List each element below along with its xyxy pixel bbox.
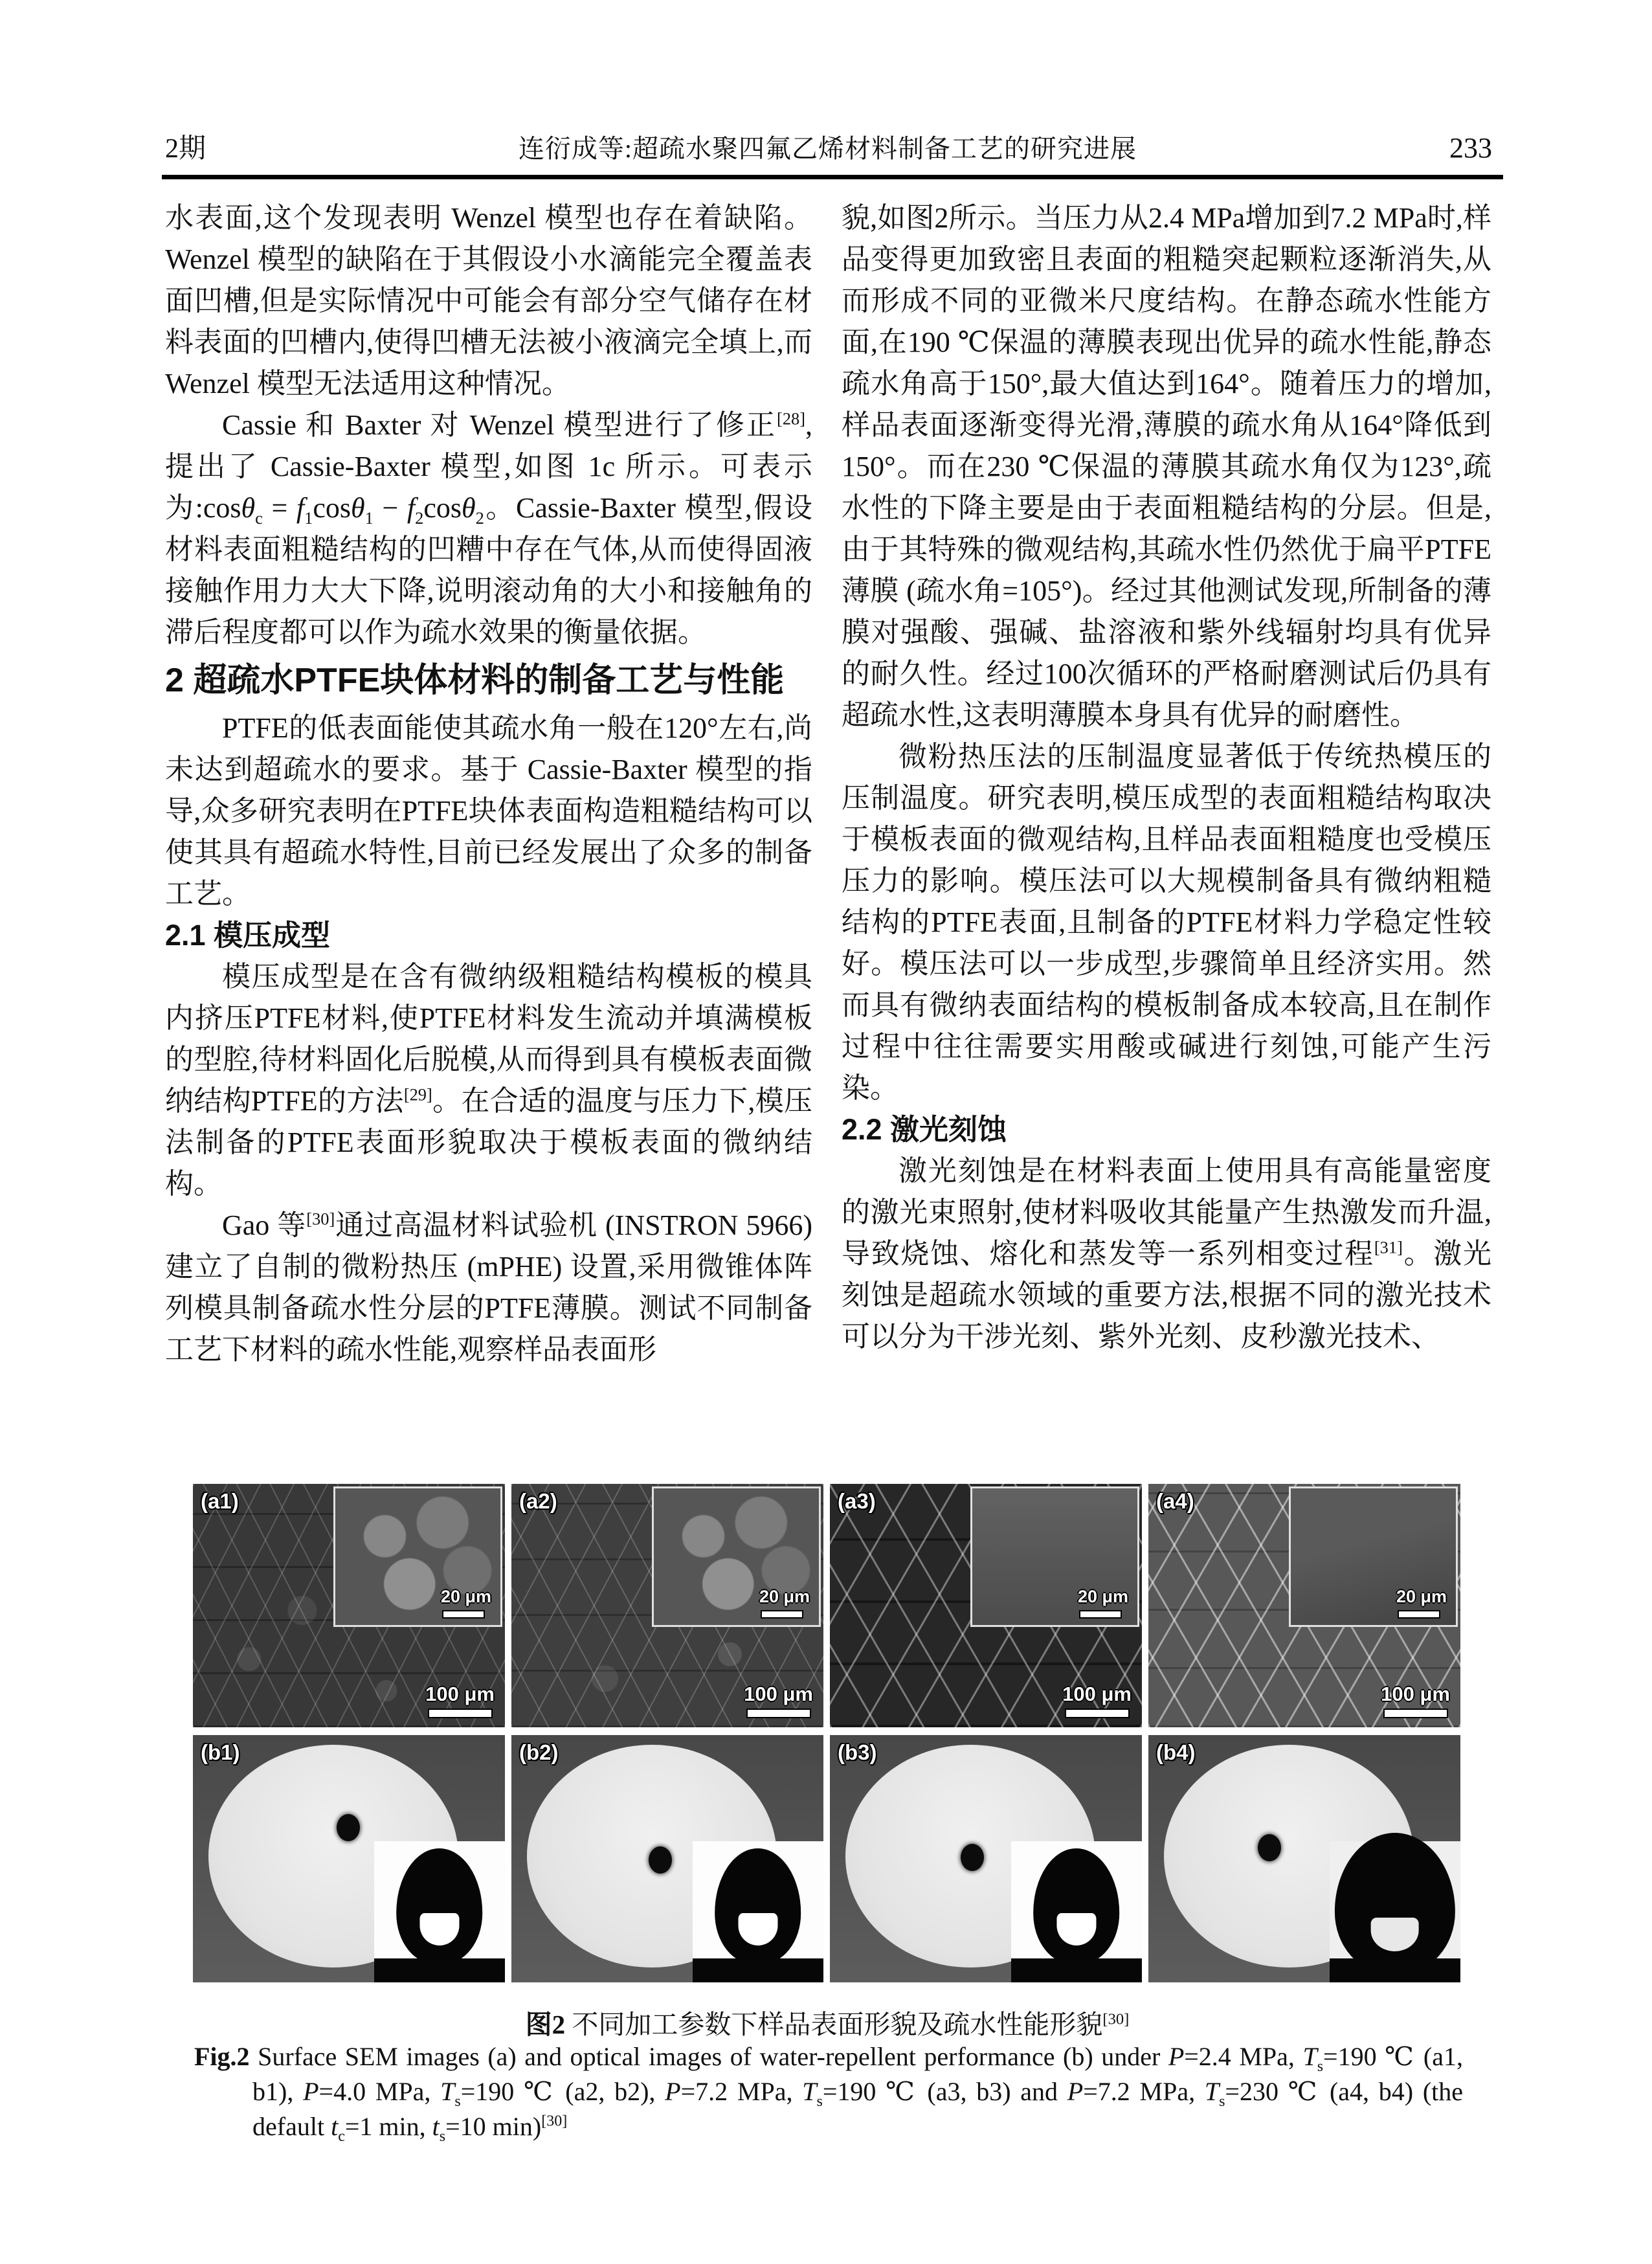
scale-bar bbox=[1383, 1709, 1448, 1718]
text-run: − bbox=[373, 492, 407, 524]
figure-label-zh: 图2 bbox=[525, 2010, 566, 2039]
text-run: =190 ℃ (a1, b1), bbox=[252, 2042, 1463, 2106]
text-run: t bbox=[331, 2112, 339, 2141]
contact-angle-inset bbox=[1330, 1841, 1460, 1982]
left-column bbox=[165, 197, 812, 1371]
text-run: f bbox=[296, 492, 305, 524]
text-run: [30] bbox=[306, 1209, 335, 1229]
water-droplet-dot bbox=[649, 1846, 672, 1874]
text-run: 通过高温材料试验机 (INSTRON 5966) 建立了自制的微粉热压 (mPHE) 设置,采用微锥体阵列模具制备疏水性分层的PTFE薄膜。测试不同制备工艺下材料的疏水性能,观察样品表面形 bbox=[165, 1209, 812, 1365]
text-run: t bbox=[432, 2112, 440, 2141]
figure-caption-en bbox=[194, 2039, 1463, 2144]
text-run: Gao 等 bbox=[222, 1209, 307, 1241]
text-run: 。在合适的温度与压力下,模压法制备的PTFE表面形貌取决于模板表面的微纳结构。 bbox=[165, 1085, 812, 1200]
sem-panel-a4 bbox=[1148, 1484, 1460, 1727]
sem-panel-a1 bbox=[193, 1484, 505, 1727]
text-run: s bbox=[1317, 2058, 1324, 2075]
main-scale-label: 100 μm bbox=[425, 1683, 495, 1705]
text-run: c bbox=[255, 508, 263, 528]
text-run: T bbox=[1204, 2077, 1220, 2106]
figure-caption-zh-ref: [30] bbox=[1102, 2010, 1130, 2028]
text-run: T bbox=[1302, 2042, 1317, 2071]
optical-panel-b3 bbox=[830, 1735, 1142, 1982]
inset-scale-label: 20 μm bbox=[440, 1586, 491, 1606]
main-scale-label: 100 μm bbox=[1381, 1683, 1450, 1705]
text-run: cos bbox=[423, 492, 462, 524]
text-run: Surface SEM images (a) and optical images of water-repellent performance (b) under bbox=[249, 2042, 1168, 2071]
text-run: cos bbox=[313, 492, 351, 524]
text-run: [29] bbox=[403, 1084, 432, 1104]
optical-panel-b1 bbox=[193, 1735, 505, 1982]
text-run: PTFE的低表面能使其疏水角一般在120°左右,尚未达到超疏水的要求。基于 Cassie-Baxter 模型的指导,众多研究表明在PTFE块体表面构造粗糙结构可以使其具有超疏水特性,目前已经发展出了众多的制备工艺。 bbox=[165, 712, 812, 910]
sample-stage bbox=[1330, 1958, 1460, 1982]
main-scale bbox=[1062, 1683, 1132, 1718]
inset-scale-label: 20 μm bbox=[759, 1586, 810, 1606]
panel-label: (b2) bbox=[519, 1740, 559, 1764]
panel-label: (a3) bbox=[838, 1489, 876, 1513]
droplet-highlight bbox=[419, 1913, 459, 1945]
contact-angle-inset bbox=[374, 1841, 505, 1982]
text-run: 2.2 激光刻蚀 bbox=[842, 1113, 1007, 1146]
page-header bbox=[165, 127, 1492, 166]
panel-label: (a4) bbox=[1156, 1489, 1194, 1513]
contact-angle-inset bbox=[693, 1841, 823, 1982]
sample-stage bbox=[693, 1958, 823, 1982]
paragraph bbox=[165, 405, 812, 653]
sem-inset bbox=[652, 1486, 821, 1627]
text-run: 2.1 模压成型 bbox=[165, 919, 331, 952]
sample-stage bbox=[374, 1958, 505, 1982]
text-run: θ bbox=[351, 492, 365, 524]
droplet-silhouette bbox=[396, 1848, 483, 1964]
droplet-highlight bbox=[738, 1913, 777, 1945]
text-run: 模压成型是在含有微纳级粗糙结构模板的模具内挤压PTFE材料,使PTFE材料发生流动并填满模板的型腔,待材料固化后脱模,从而得到具有模板表面微纳结构PTFE的方法 bbox=[165, 961, 812, 1117]
panel-label: (a1) bbox=[201, 1489, 239, 1513]
text-run: T bbox=[802, 2077, 817, 2106]
main-scale bbox=[425, 1683, 495, 1718]
contact-angle-inset bbox=[1011, 1841, 1142, 1982]
text-run: P bbox=[1067, 2077, 1084, 2106]
main-scale-label: 100 μm bbox=[1062, 1683, 1132, 1705]
text-run: 。激光刻蚀是超疏水领域的重要方法,根据不同的激光技术可以分为干涉光刻、紫外光刻、皮秒激光技术、 bbox=[842, 1238, 1492, 1352]
sem-panel-a2 bbox=[511, 1484, 823, 1727]
droplet-silhouette bbox=[715, 1848, 801, 1964]
text-run: =4.0 MPa, bbox=[318, 2077, 441, 2106]
text-run: =10 min) bbox=[445, 2112, 542, 2141]
scale-bar bbox=[428, 1709, 493, 1718]
text-run: 微粉热压法的压制温度显著低于传统热模压的压制温度。研究表明,模压成型的表面粗糙结构取决于模板表面的微观结构,且样品表面粗糙度也受模压压力的影响。模压法可以大规模制备具有微纳粗糙结构的PTFE表面,且制备的PTFE材料力学稳定性较好。模压法可以一步成型,步骤简单且经济实用。然而具有微纳表面结构的模板制备成本较高,且在制作过程中往往需要实用酸或碱进行刻蚀,可能产生污染。 bbox=[842, 741, 1491, 1104]
text-run: =2.4 MPa, bbox=[1184, 2042, 1303, 2071]
issue-label: 2期 bbox=[165, 134, 206, 164]
inset-scale-label: 20 μm bbox=[1077, 1586, 1128, 1606]
scale-bar bbox=[761, 1610, 803, 1619]
text-run: Cassie 和 Baxter 对 Wenzel 模型进行了修正 bbox=[222, 409, 777, 441]
paragraph bbox=[165, 1205, 812, 1371]
sem-inset bbox=[333, 1486, 502, 1627]
right-column bbox=[842, 197, 1491, 1358]
paragraph bbox=[842, 1150, 1491, 1358]
text-run: [30] bbox=[541, 2113, 568, 2130]
section-heading bbox=[165, 915, 812, 956]
text-run: s bbox=[439, 2128, 446, 2145]
text-run: 1 bbox=[364, 508, 374, 528]
inset-scale-label: 20 μm bbox=[1396, 1586, 1447, 1606]
text-run: Fig.2 bbox=[194, 2042, 250, 2071]
main-scale-label: 100 μm bbox=[744, 1683, 813, 1705]
main-scale bbox=[744, 1683, 813, 1718]
text-run: = bbox=[262, 492, 296, 524]
text-run: f bbox=[407, 492, 416, 524]
text-run: c bbox=[338, 2128, 345, 2145]
main-scale bbox=[1381, 1683, 1450, 1718]
panel-label: (b3) bbox=[838, 1740, 877, 1764]
text-run: [31] bbox=[1374, 1237, 1403, 1257]
text-run: =7.2 MPa, bbox=[680, 2077, 803, 2106]
page-number: 233 bbox=[1449, 132, 1492, 164]
text-run: 水表面,这个发现表明 Wenzel 模型也存在着缺陷。Wenzel 模型的缺陷在于其假设小水滴能完全覆盖表面凹槽,但是实际情况中可能会有部分空气储存在材料表面的凹槽内,使得凹槽无法被小液滴完全填上,而 Wenzel 模型无法适用这种情况。 bbox=[165, 202, 812, 399]
text-run: 激光刻蚀是在材料表面上使用具有高能量密度的激光束照射,使材料吸收其能量产生热激发而升温,导致烧蚀、熔化和蒸发等一系列相变过程 bbox=[842, 1155, 1491, 1270]
text-run: 。Cassie-Baxter 模型,假设材料表面粗糙结构的凹糟中存在气体,从而使得固液接触作用力大大下降,说明滚动角的大小和接触角的滞后程度都可以作为疏水效果的衡量依据。 bbox=[165, 492, 812, 648]
droplet-highlight bbox=[1371, 1918, 1419, 1951]
sem-inset bbox=[1289, 1486, 1458, 1627]
scale-bar bbox=[1065, 1709, 1130, 1718]
droplet-silhouette bbox=[1033, 1848, 1120, 1964]
text-run: [28] bbox=[777, 409, 805, 429]
droplet-highlight bbox=[1056, 1913, 1096, 1945]
text-run: ,提出了 Cassie-Baxter 模型,如图 1c 所示。可表示为:cos bbox=[165, 409, 812, 524]
text-run: θ bbox=[241, 492, 256, 524]
running-title: 连衍成等:超疏水聚四氟乙烯材料制备工艺的研究进展 bbox=[518, 134, 1137, 163]
text-run: 2 bbox=[415, 508, 424, 528]
text-run: P bbox=[1168, 2042, 1185, 2071]
droplet-silhouette bbox=[1335, 1833, 1455, 1974]
text-run: =190 ℃ (a2, b2), bbox=[460, 2077, 665, 2106]
text-run: s bbox=[1219, 2093, 1225, 2110]
paragraph bbox=[842, 736, 1491, 1109]
figure-caption-zh-text: 不同加工参数下样品表面形貌及疏水性能形貌 bbox=[565, 2010, 1103, 2039]
scale-bar bbox=[1079, 1610, 1122, 1619]
text-run: =7.2 MPa, bbox=[1083, 2077, 1205, 2106]
figure-caption-zh bbox=[194, 2003, 1460, 2041]
paragraph bbox=[842, 197, 1491, 736]
sem-inset bbox=[970, 1486, 1139, 1627]
panel-label: (b1) bbox=[201, 1740, 240, 1764]
scale-bar bbox=[1398, 1610, 1440, 1619]
figure-2 bbox=[193, 1484, 1460, 1984]
scale-bar bbox=[442, 1610, 485, 1619]
optical-panel-b2 bbox=[511, 1735, 823, 1982]
section-heading bbox=[842, 1109, 1491, 1150]
sem-panel-a3 bbox=[830, 1484, 1142, 1727]
text-run: =1 min, bbox=[344, 2112, 432, 2141]
panel-label: (b4) bbox=[1156, 1740, 1196, 1764]
header-rule bbox=[162, 175, 1503, 179]
text-run: θ bbox=[461, 492, 476, 524]
text-run: 1 bbox=[304, 508, 313, 528]
sample-stage bbox=[1011, 1958, 1142, 1982]
text-run: P bbox=[665, 2077, 681, 2106]
water-droplet-dot bbox=[1258, 1834, 1281, 1861]
optical-panel-b4 bbox=[1148, 1735, 1460, 1982]
paragraph bbox=[165, 197, 812, 405]
text-run: =230 ℃ (a4, b4) (the default bbox=[252, 2077, 1464, 2141]
text-run: 2 bbox=[475, 508, 484, 528]
text-run: T bbox=[440, 2077, 455, 2106]
text-run: =190 ℃ (a3, b3) and bbox=[822, 2077, 1067, 2106]
text-run: 貌,如图2所示。当压力从2.4 MPa增加到7.2 MPa时,样品变得更加致密且表面的粗糙突起颗粒逐渐消失,从而形成不同的亚微米尺度结构。在静态疏水性能方面,在190 ℃保温的薄膜表现出优异的疏水性能,静态疏水角高于150°,最大值达到164°。随着压力的增加,样品表面逐渐变得光滑,薄膜的疏水角从164°降低到150°。而在230 ℃保温的薄膜其疏水角仅为123°,疏水性的下降主要是由于表面粗糙结构的分层。但是,由于其特殊的微观结构,其疏水性仍然优于扁平PTFE薄膜 (疏水角=105°)。经过其他测试发现,所制备的薄膜对强酸、强碱、盐溶液和紫外线辐射均具有优异的耐久性。经过100次循环的严格耐磨测试后仍具有超疏水性,这表明薄膜本身具有优异的耐磨性。 bbox=[842, 202, 1491, 731]
panel-label: (a2) bbox=[519, 1489, 557, 1513]
scale-bar bbox=[746, 1709, 811, 1718]
text-run: s bbox=[454, 2093, 461, 2110]
section-heading bbox=[165, 653, 812, 708]
text-run: 2 超疏水PTFE块体材料的制备工艺与性能 bbox=[165, 662, 785, 699]
text-run: P bbox=[303, 2077, 319, 2106]
paragraph bbox=[165, 956, 812, 1205]
water-droplet-dot bbox=[337, 1814, 360, 1841]
paragraph bbox=[165, 708, 812, 915]
text-run: s bbox=[816, 2093, 823, 2110]
